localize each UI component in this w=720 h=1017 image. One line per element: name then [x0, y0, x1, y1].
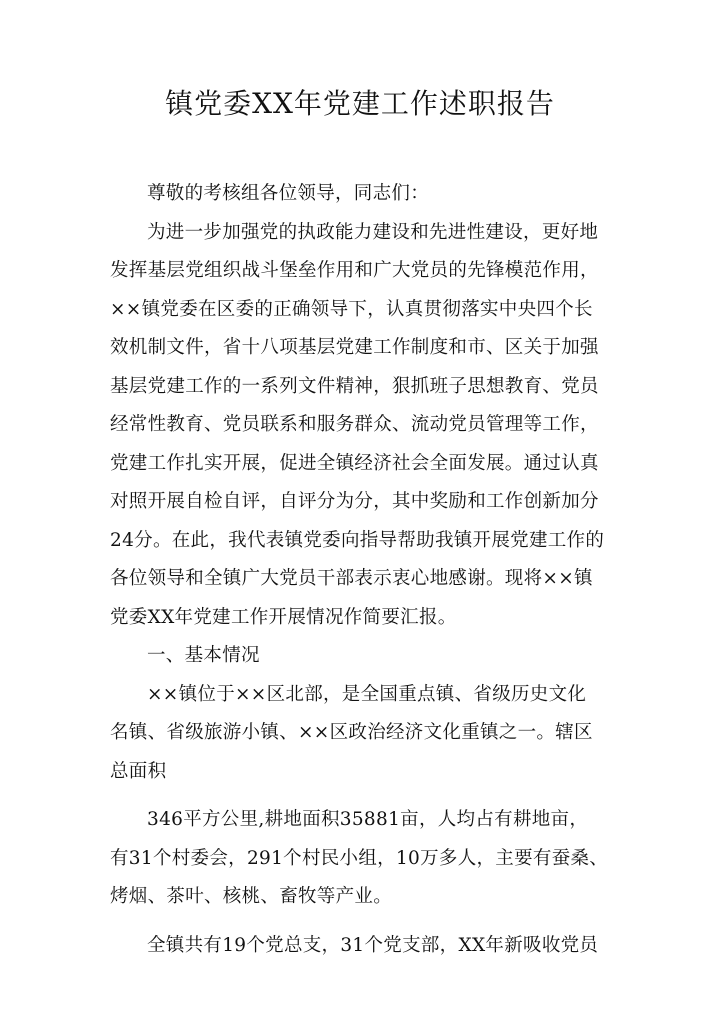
salutation-line: 尊敬的考核组各位领导，同志们：: [147, 183, 430, 204]
paragraph-line: ××镇党委在区委的正确领导下，认真贯彻落实中央四个长: [110, 298, 593, 320]
document-title: 镇党委XX年党建工作述职报告: [165, 87, 555, 120]
paragraph-line: 各位领导和全镇广大党员干部表示衷心地感谢。现将××镇: [110, 568, 593, 589]
paragraph-line: 24分。在此，我代表镇党委向指导帮助我镇开展党建工作的: [110, 529, 605, 551]
paragraph-line: ××镇位于××区北部，是全国重点镇、省级历史文化: [147, 683, 587, 705]
section-heading: 一、基本情况: [147, 645, 260, 666]
paragraph-line: 烤烟、茶叶、核桃、畜牧等产业。: [110, 886, 393, 907]
paragraph-line: 党建工作扎实开展，促进全镇经济社会全面发展。通过认真: [110, 452, 599, 474]
paragraph-line: 全镇共有19个党总支，31个党支部，XX年新吸收党员: [147, 934, 599, 956]
document-body: [110, 175, 616, 965]
paragraph-line: 经常性教育、党员联系和服务群众、流动党员管理等工作，: [110, 414, 599, 435]
paragraph-line: 有31个村委会，291个村民小组，10万多人，主要有蚕桑、: [110, 847, 609, 869]
paragraph-line: 为进一步加强党的执政能力建设和先进性建设，更好地: [147, 221, 599, 243]
paragraph-line: 发挥基层党组织战斗堡垒作用和广大党员的先锋模范作用，: [110, 260, 599, 281]
paragraph-line: 总面积: [110, 760, 167, 782]
paragraph-line: 346平方公里,耕地面积35881亩，人均占有耕地亩，: [147, 809, 589, 830]
paragraph-line: 对照开展自检自评，自评分为分，其中奖励和工作创新加分: [110, 491, 599, 512]
paragraph-line: 党委XX年党建工作开展情况作简要汇报。: [110, 606, 457, 628]
paragraph-line: 名镇、省级旅游小镇、××区政治经济文化重镇之一。辖区: [110, 722, 593, 743]
paragraph-line: 基层党建工作的一系列文件精神，狠抓班子思想教育、党员: [110, 375, 599, 397]
paragraph-line: 效机制文件，省十八项基层党建工作制度和市、区关于加强: [110, 337, 599, 358]
